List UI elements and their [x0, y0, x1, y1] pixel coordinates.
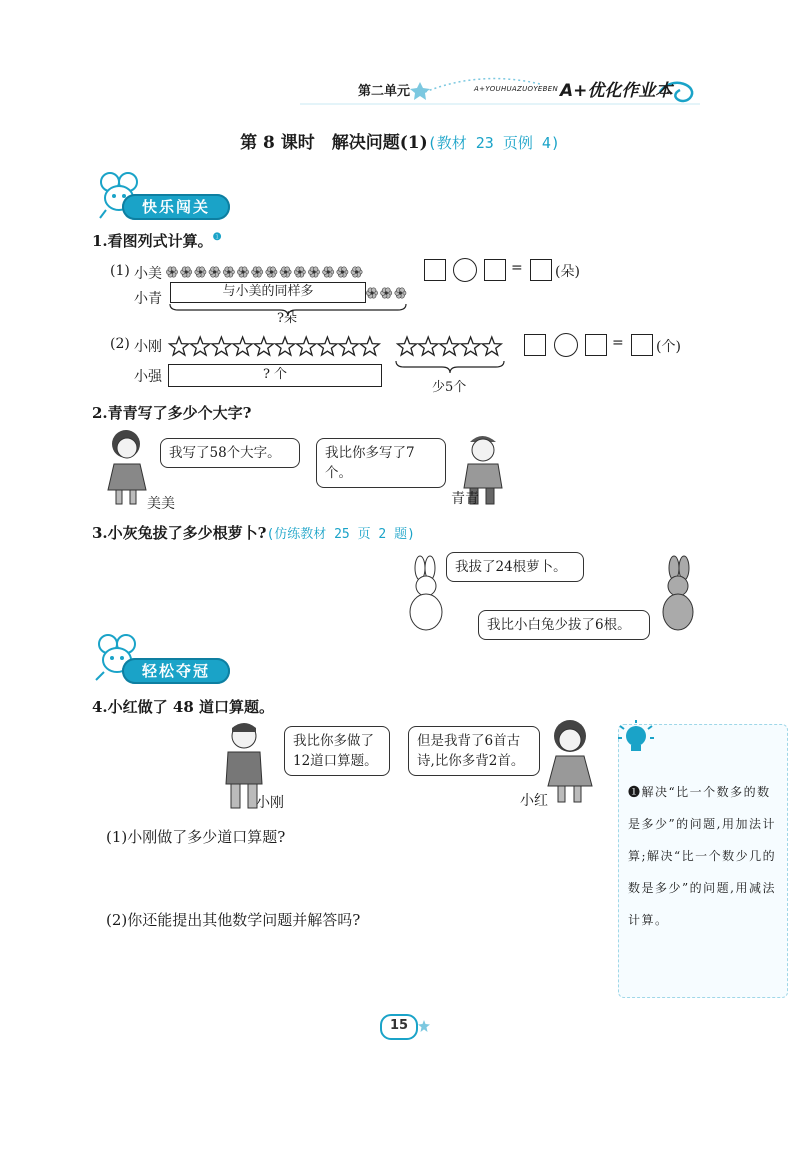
star-row-main: [168, 336, 388, 358]
q3-bubble-bottom: 我比小白兔少拔了6根。: [478, 610, 650, 640]
row-a-flower-icon-5: [237, 267, 248, 277]
extra-star-icon-1: [419, 337, 438, 355]
q1-p1-operator-circle[interactable]: [453, 258, 477, 282]
main-star-icon-8: [339, 337, 358, 355]
row-a-flower-icon-10: [308, 267, 319, 277]
extra-star-icon-3: [461, 337, 480, 355]
q2-name-left: 美美: [147, 496, 175, 512]
q3-title-ref: (仿练教材 25 页 2 题): [266, 527, 415, 542]
lesson-title-ref: (教材 23 页例 4): [427, 134, 560, 152]
q3-bubble-top: 我拔了24根萝卜。: [446, 552, 584, 582]
q4-bubble-right-line2: 诗,比你多背2首。: [417, 753, 525, 769]
row-a-flower-icon-3: [209, 267, 220, 277]
row-b-flower-icon-1: [381, 288, 392, 298]
row-b-flower-icon-2: [395, 288, 406, 298]
header-decoration: [0, 0, 800, 110]
row-a-flower-icon-6: [252, 267, 263, 277]
row-a-flower-icon-0: [166, 267, 177, 277]
page-number: 15: [380, 1014, 418, 1040]
q1-p1-number: (1): [110, 263, 130, 279]
main-star-icon-0: [169, 337, 188, 355]
row-a-flower-icon-7: [266, 267, 277, 277]
q4-name-right: 小红: [520, 793, 548, 809]
main-star-icon-6: [297, 337, 316, 355]
q3-title: [92, 522, 415, 543]
q4-sub2: (2)你还能提出其他数学问题并解答吗?: [106, 911, 361, 929]
q1-p1-name-b: 小青: [134, 291, 162, 307]
q4-bubble-left: [284, 726, 390, 776]
main-star-icon-3: [233, 337, 252, 355]
q3-title-text: 3.小灰兔拔了多少根萝卜?: [92, 524, 267, 542]
star-row-extra: [396, 336, 516, 358]
row-a-flower-icon-9: [294, 267, 305, 277]
flower-row-a: [166, 265, 386, 279]
q1-p1-name-a: 小美: [134, 266, 162, 282]
brand-name: A+优化作业本: [560, 81, 673, 101]
q4-title: 4.小红做了 48 道口算题。: [92, 698, 274, 716]
section-badge-1: 快乐闯关: [122, 194, 230, 220]
extra-star-icon-0: [397, 337, 416, 355]
extra-star-icon-4: [482, 337, 501, 355]
row-a-flower-icon-8: [280, 267, 291, 277]
q4-bubble-left-line1: 我比你多做了: [293, 733, 374, 749]
q1-p1-bar: 与小美的同样多: [170, 282, 366, 303]
row-a-flower-icon-13: [351, 267, 362, 277]
q2-name-right: 青青: [451, 491, 479, 507]
q1-p2-answer-box-3[interactable]: [631, 334, 653, 356]
row-b-flower-icon-0: [366, 288, 377, 298]
flower-row-b: [366, 286, 416, 300]
q1-p1-answer-box-3[interactable]: [530, 259, 552, 281]
section-badge-2: 轻松夺冠: [122, 658, 230, 684]
row-a-flower-icon-1: [181, 267, 192, 277]
tip-text: ❶解决“比一个数多的数是多少”的问题,用加法计算;解决“比一个数少几的数是多少”的问题,用减法计算。: [628, 785, 777, 927]
lightbulb-icon: [618, 720, 658, 760]
q4-bubble-right-line1: 但是我背了6首古: [417, 733, 521, 749]
q4-sub2-answer-area[interactable]: [106, 935, 606, 995]
q1-p2-number: (2): [110, 336, 130, 352]
q2-bubble-left: 我写了58个大字。: [160, 438, 300, 468]
header-star-icon: [410, 82, 430, 100]
q4-bubble-left-line2: 12道口算题。: [293, 753, 378, 769]
q1-p2-unit: (个): [656, 339, 681, 355]
q1-p1-answer-box-1[interactable]: [424, 259, 446, 281]
brand-latin: A+YOUHUAZUOYEBEN: [474, 85, 559, 93]
q1-p2-less-label: 少5个: [432, 380, 467, 395]
unit-label: 第二单元: [358, 84, 411, 99]
main-star-icon-1: [191, 337, 210, 355]
extra-star-icon-2: [440, 337, 459, 355]
q1-p1-unit: (朵): [555, 264, 580, 280]
girl-xiaohong-illustration: [540, 718, 600, 810]
main-star-icon-2: [212, 337, 231, 355]
q1-p2-answer-box-2[interactable]: [585, 334, 607, 356]
q1-p2-name-a: 小刚: [134, 339, 162, 355]
main-star-icon-5: [275, 337, 294, 355]
page-star-icon: [418, 1020, 430, 1032]
q1-p2-name-b: 小强: [134, 369, 162, 385]
q4-sub1: (1)小刚做了多少道口算题?: [106, 828, 286, 846]
q2-title: 2.青青写了多少个大字?: [92, 404, 252, 422]
q4-bubble-right: [408, 726, 540, 776]
grey-rabbit-illustration: [650, 558, 706, 638]
q1-p2-answer-box-1[interactable]: [524, 334, 546, 356]
q1-p2-equals: =: [612, 335, 624, 351]
row-a-flower-icon-12: [337, 267, 348, 277]
main-star-icon-4: [254, 337, 273, 355]
lesson-title: [0, 128, 800, 153]
row-a-flower-icon-11: [323, 267, 334, 277]
lesson-title-main: 第 8 课时 解决问题(1): [240, 133, 428, 153]
q1-title-text: 1.看图列式计算。: [92, 232, 213, 250]
q1-note-mark: ❶: [212, 232, 222, 243]
q1-p2-brace: [394, 361, 514, 373]
q4-sub1-answer-area[interactable]: [106, 852, 606, 902]
q1-p2-bar: ? 个: [168, 364, 382, 387]
q1-p1-equals: =: [511, 260, 523, 276]
q1-title: [92, 230, 222, 251]
q4-name-left: 小刚: [256, 795, 284, 811]
q1-p1-answer-box-2[interactable]: [484, 259, 506, 281]
main-star-icon-7: [318, 337, 337, 355]
q2-bubble-right: 我比你多写了7个。: [316, 438, 446, 488]
row-a-flower-icon-4: [223, 267, 234, 277]
q1-p1-question: ?朵: [277, 311, 297, 326]
q1-p2-operator-circle[interactable]: [554, 333, 578, 357]
main-star-icon-9: [360, 337, 379, 355]
row-a-flower-icon-2: [195, 267, 206, 277]
